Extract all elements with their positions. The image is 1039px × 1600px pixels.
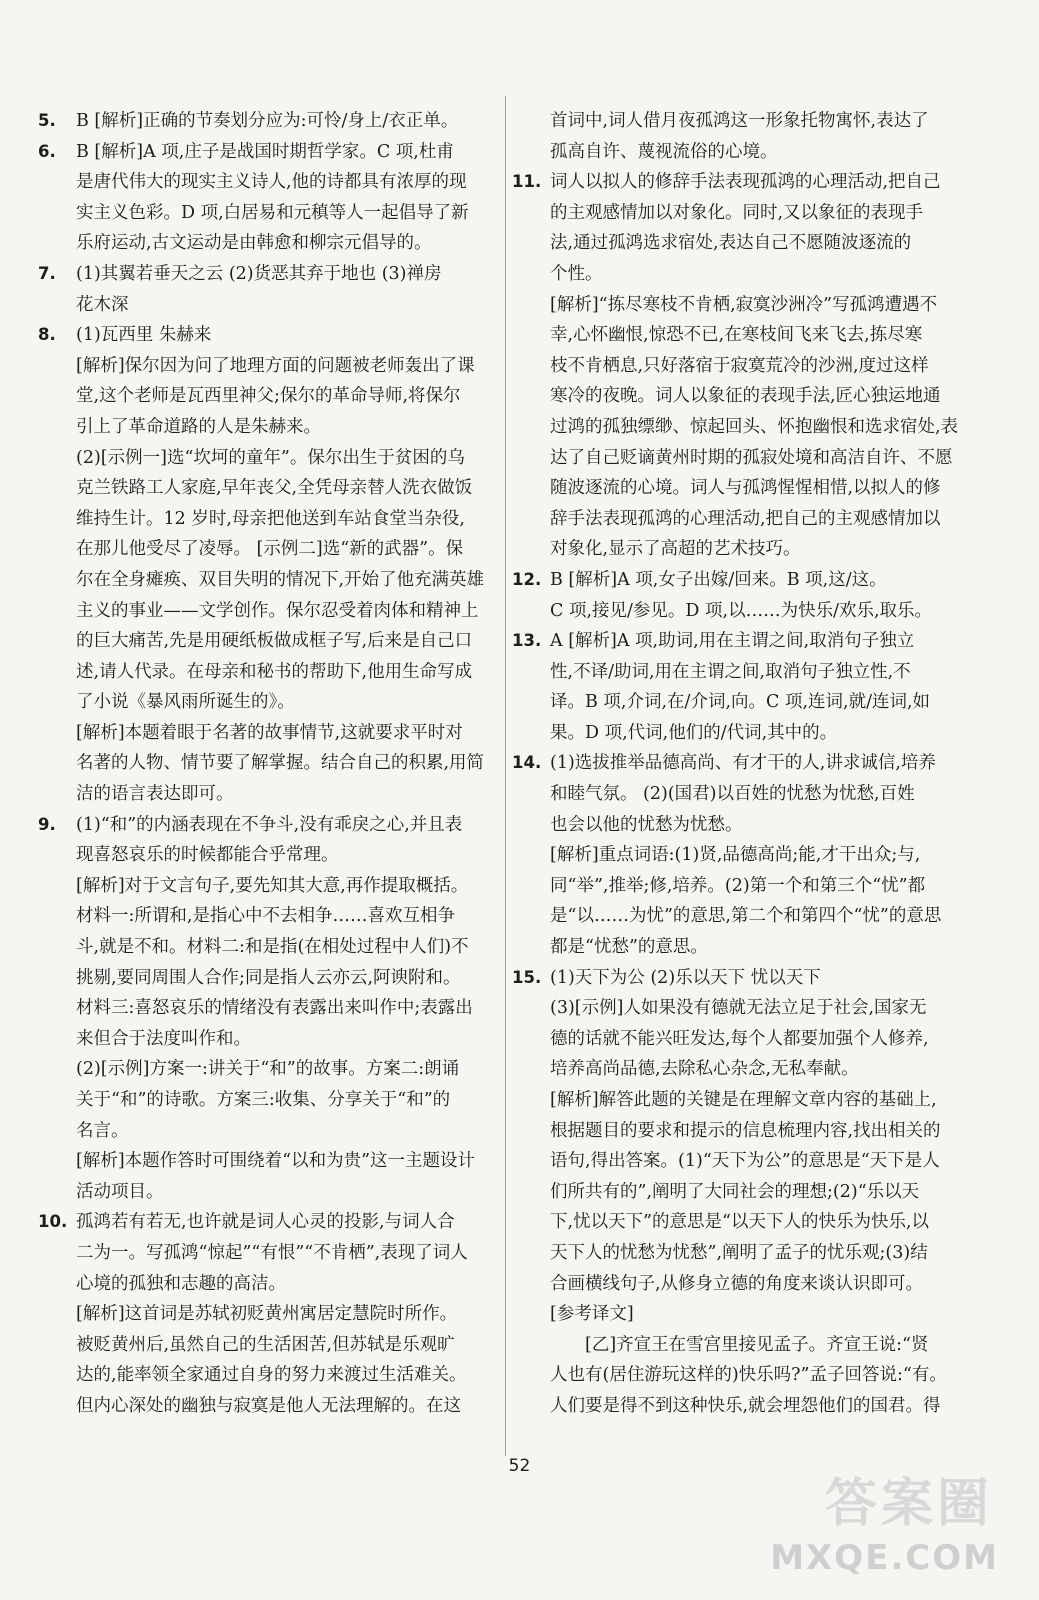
answer-q14 [512,748,982,962]
answer-line: 词人以拟人的修辞手法表现孤鸿的心理活动,把自己 [550,172,941,193]
reference-translation [512,1299,982,1421]
answer-line: 了小说《暴风雨所诞生的》。 [76,692,295,713]
watermark-site: MXQE.COM [770,1538,999,1578]
answer-line: 译。B 项,介词,在/介词,向。C 项,连词,就/连词,如 [550,692,931,713]
answer-line: [乙]齐宣王在雪宫里接见孟子。齐宣王说:“贤 [585,1334,929,1355]
answer-line: 达的,能率领全家通过自身的努力来渡过生活难关。 [76,1365,467,1386]
answer-line: 幸,心怀幽恨,惊恐不已,在寒枝间飞来飞去,拣尽寒 [550,325,923,346]
answer-line: 斗,就是不和。材料二:和是指(在相处过程中人们)不 [76,937,469,958]
answer-line: 尔在全身瘫痪、双目失明的情况下,开始了他充满英雄 [76,569,485,590]
answer-line: 随波逐流的心境。词人与孤鸿惺惺相惜,以拟人的修 [550,478,941,499]
answer-line: (1)其翼若垂天之云 (2)货恶其弃于地也 (3)禅房 [76,263,442,284]
answer-line: 合画横线句子,从修身立德的角度来谈认识即可。 [550,1273,924,1294]
answer-line: 关于“和”的诗歌。方案三:收集、分享关于“和”的 [76,1090,451,1110]
answer-line: 克兰铁路工人家庭,早年丧父,全凭母亲替人洗衣做饭 [76,478,473,499]
translation-heading: [参考译文] [550,1304,634,1325]
answer-line: 过鸿的孤独缥缈、惊起回头、怀抱幽恨和选求宿处,表 [550,416,959,437]
answer-line: 枝不肯栖息,只好落宿于寂寞荒冷的沙洲,度过这样 [550,355,929,376]
watermark [743,1474,1023,1588]
answer-line: B [解析]A 项,女子出嫁/回来。B 项,这/这。 [550,569,887,590]
answer-line: 首词中,词人借月夜孤鸿这一形象托物寓怀,表达了 [550,111,929,131]
watermark-logo: 答案圈 [824,1474,993,1534]
answer-line: [解析]这首词是苏轼初贬黄州寓居定慧院时所作。 [76,1304,458,1325]
answer-line: 辞手法表现孤鸿的心理活动,把自己的主观感情加以 [550,508,941,529]
answer-line: 实主义色彩。D 项,白居易和元稹等人一起倡导了新 [76,202,469,223]
answer-line: 是“以……为忧”的意思,第二个和第四个“忧”的意思 [550,906,942,927]
answer-line: (1)天下为公 (2)乐以天下 忧以天下 [550,967,821,988]
answer-line: 同“举”,推举;修,培养。(2)第一个和第三个“忧”都 [550,875,926,896]
answer-line: 来但合于法度叫作和。 [76,1028,251,1049]
question-number: 12. [512,569,542,589]
answer-line: 果。D 项,代词,他们的/代词,其中的。 [550,722,838,743]
answer-line: 人也有(居住游玩这样的)快乐吗?”孟子回答说:“有。 [550,1365,947,1386]
answer-line: 人们要是得不到这种快乐,就会埋怨他们的国君。得 [550,1395,941,1416]
answer-line: (1)瓦西里 朱赫来 [76,325,212,346]
question-number: 8. [38,325,56,345]
answer-line: C 项,接见/参见。D 项,以……为快乐/欢乐,取乐。 [550,600,933,621]
answer-line: 性,不译/助词,用在主谓之间,取消句子独立性,不 [550,661,911,682]
answer-line: B [解析]正确的节奏划分应为:可怜/身上/衣正单。 [76,111,459,131]
answer-line: 主义的事业——文学创作。保尔忍受着肉体和精神上 [76,600,479,621]
answer-line: [解析]重点词语:(1)贤,品德高尚;能,才干出众;与, [550,845,921,866]
answer-line: 堂,这个老师是瓦西里神父;保尔的革命导师,将保尔 [76,386,461,407]
question-number: 7. [38,263,56,283]
question-number: 13. [512,631,542,651]
answer-line: 现喜怒哀乐的时候都能合乎常理。 [76,845,339,866]
question-number: 6. [38,141,56,161]
question-number: 9. [38,814,56,834]
answer-line: [解析]本题作答时可围绕着“以和为贵”这一主题设计 [76,1151,476,1172]
answer-q13 [512,626,982,748]
answer-line: 天下人的忧愁为忧愁”,阐明了孟子的忧乐观;(3)结 [550,1242,928,1263]
answer-q5 [38,106,502,137]
answer-line: 二为一。写孤鸿“惊起”“有恨”“不肯栖”,表现了词人 [76,1242,468,1263]
answer-q15 [512,963,982,1300]
answer-line: 活动项目。 [76,1181,164,1202]
question-number: 14. [512,753,542,773]
answer-line: 法,通过孤鸿选求宿处,表达自己不愿随波逐流的 [550,233,912,254]
answer-line: 个性。 [550,263,603,284]
answer-line: 洁的语言表达即可。 [76,784,234,805]
page-number: 52 [508,1456,531,1476]
answer-line: 培养高尚品德,去除私心杂念,无私奉献。 [550,1059,859,1080]
answer-line: [解析]本题着眼于名著的故事情节,这就要求平时对 [76,722,463,743]
answer-line: 述,请人代录。在母亲和秘书的帮助下,他用生命写成 [76,661,473,682]
answer-q12 [512,565,982,626]
question-number: 15. [512,967,542,987]
answer-line: 但内心深处的幽独与寂寞是他人无法理解的。在这 [76,1395,461,1416]
answer-line: 语句,得出答案。(1)“天下为公”的意思是“天下是人 [550,1151,940,1172]
left-column [38,106,502,1422]
answer-q10 [38,1207,502,1421]
answer-line: [解析]解答此题的关键是在理解文章内容的基础上, [550,1090,937,1110]
answer-line: 名著的人物、情节要了解掌握。结合自己的积累,用简 [76,753,485,774]
answer-line: 花木深 [76,294,129,315]
answer-line: 孤鸿若有若无,也许就是词人心灵的投影,与词人合 [76,1212,455,1233]
answer-q11 [512,167,982,565]
answer-line: 寒冷的夜晚。词人以象征的表现手法,匠心独运地通 [550,386,941,407]
answer-line: 德的话就不能兴旺发达,每个人都要加强个人修养, [550,1028,929,1049]
answer-line: 都是“忧愁”的意思。 [550,937,708,958]
answer-line: 引上了革命道路的人是朱赫来。 [76,416,321,437]
answer-line: [解析]保尔因为问了地理方面的问题被老师轰出了课 [76,355,475,376]
answer-line: 也会以他的忧愁为忧愁。 [550,814,743,835]
answer-q9 [38,810,502,1208]
answer-line: [解析]“拣尽寒枝不肯栖,寂寞沙洲冷”写孤鸿遭遇不 [550,294,938,315]
answer-line: 孤高自许、蔑视流俗的心境。 [550,141,778,162]
answer-line: (3)[示例]人如果没有德就无法立足于社会,国家无 [550,998,927,1019]
answer-line: 达了自己贬谪黄州时期的孤寂处境和高洁自许、不愿 [550,447,953,468]
answer-line: 对象化,显示了高超的艺术技巧。 [550,539,801,560]
answer-line: (2)[示例]方案一:讲关于“和”的故事。方案二:朗诵 [76,1059,460,1080]
answer-line: B [解析]A 项,庄子是战国时期哲学家。C 项,杜甫 [76,141,454,162]
answer-line: 是唐代伟大的现实主义诗人,他的诗都具有浓厚的现 [76,172,467,193]
answer-line: (1)“和”的内涵表现在不争斗,没有乖戾之心,并且表 [76,814,463,835]
question-number: 5. [38,111,56,130]
answer-line: A [解析]A 项,助词,用在主谓之间,取消句子独立 [550,631,915,652]
answer-line: 在那儿他受尽了凌辱。 [示例二]选“新的武器”。保 [76,539,464,560]
answer-line: 名言。 [76,1120,129,1141]
answer-line: 下,忧以天下”的意思是“以天下人的快乐为快乐,以 [550,1212,930,1233]
answer-line: 的主观感情加以对象化。同时,又以象征的表现手 [550,202,924,223]
answer-q8 [38,320,502,810]
answer-q6 [38,137,502,259]
answer-line: (1)选拔推举品德高尚、有才干的人,讲求诚信,培养 [550,753,936,774]
answer-line: [解析]对于文言句子,要先知其大意,再作提取概括。 [76,875,469,896]
answer-line: 和睦气氛。 (2)(国君)以百姓的忧愁为忧愁,百姓 [550,784,915,805]
question-number: 10. [38,1212,68,1232]
answer-line: 根据题目的要求和提示的信息梳理内容,找出相关的 [550,1120,941,1141]
answer-line: 挑剔,要同周围人合作;同是指人云亦云,阿谀附和。 [76,967,461,988]
column-divider [505,96,506,1456]
answer-line: 材料一:所谓和,是指心中不去相争……喜欢互相争 [76,906,455,927]
answer-q10-continued [512,106,982,167]
answer-line: 的巨大痛苦,先是用硬纸板做成框子写,后来是自己口 [76,631,473,652]
answer-line: (2)[示例一]选“坎坷的童年”。保尔出生于贫困的乌 [76,447,465,468]
answer-q7 [38,259,502,320]
answer-line: 们所共有的”,阐明了大同社会的理想;(2)“乐以天 [550,1181,920,1202]
answer-line: 乐府运动,古文运动是由韩愈和柳宗元倡导的。 [76,233,432,254]
answer-line: 维持生计。12 岁时,母亲把他送到车站食堂当杂役, [76,508,465,529]
answer-line: 被贬黄州后,虽然自己的生活困苦,但苏轼是乐观旷 [76,1334,455,1355]
answer-line: 材料三:喜怒哀乐的情绪没有表露出来叫作中;表露出 [76,998,473,1019]
answer-line: 心境的孤独和志趣的高洁。 [76,1273,286,1294]
question-number: 11. [512,172,542,192]
right-column [512,106,982,1422]
